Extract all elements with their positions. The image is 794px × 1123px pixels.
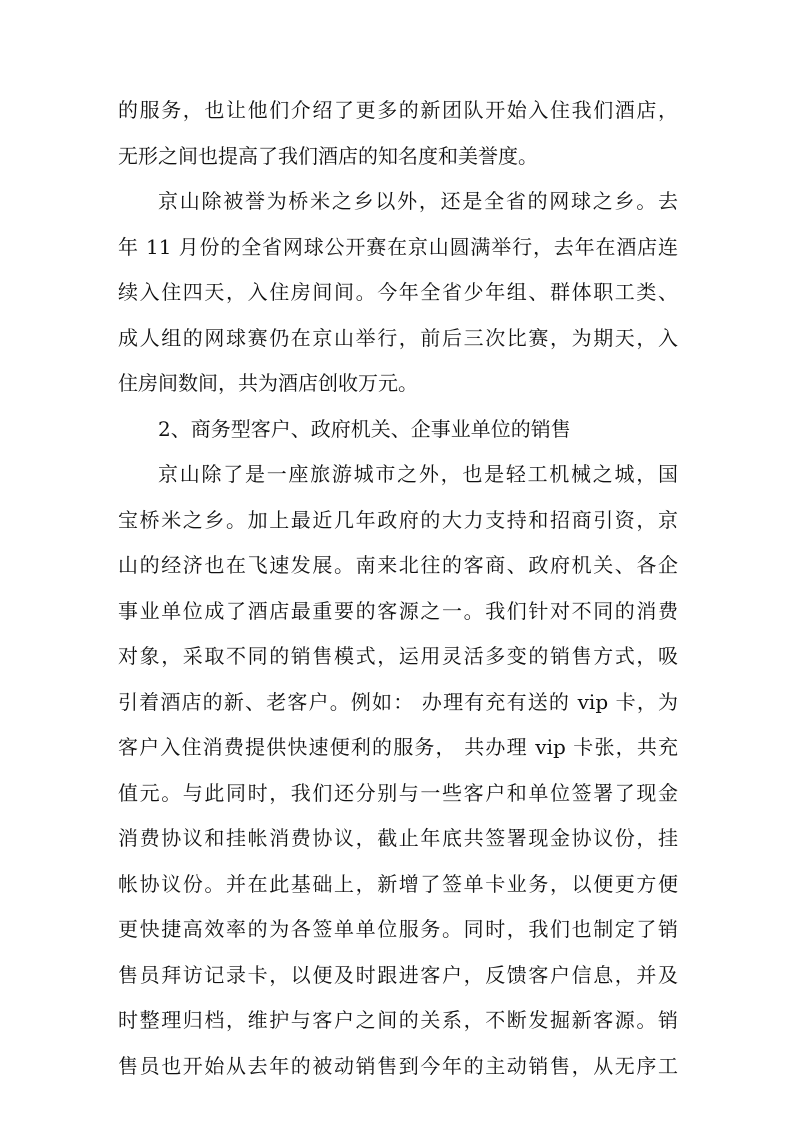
document-page: [118, 88, 678, 1089]
text-line: 售员也开始从去年的被动销售到今年的主动销售，从无序工: [118, 1053, 678, 1078]
text-line: 时整理归档，维护与客户之间的关系，不断发掘新客源。销: [118, 1008, 678, 1032]
text-line: 京山除被誉为桥米之乡以外，还是全省的网球之乡。去: [158, 189, 678, 213]
text-line: 无形之间也提高了我们酒店的知名度和美誉度。: [118, 143, 538, 168]
text-line: 山的经济也在飞速发展。南来北往的客商、政府机关、各企: [118, 553, 678, 577]
text-line: 2、商务型客户、政府机关、企事业单位的销售: [158, 416, 571, 441]
text-line: 更快捷高效率的为各签单单位服务。同时，我们也制定了销: [118, 917, 678, 941]
text-line: 的服务，也让他们介绍了更多的新团队开始入住我们酒店，: [118, 98, 678, 122]
text-line: 引着酒店的新、老客户。例如： 办理有充有送的 vip 卡，为: [118, 689, 678, 714]
text-line: 客户入住消费提供快速便利的服务， 共办理 vip 卡张，共充: [118, 735, 678, 759]
text-line: 对象，采取不同的销售模式，运用灵活多变的销售方式，吸: [118, 644, 678, 668]
text-line: 年 11 月份的全省网球公开赛在京山圆满举行，去年在酒店连: [118, 234, 678, 259]
text-line: 续入住四天，入住房间间。今年全省少年组、群体职工类、: [118, 280, 678, 304]
text-line: 京山除了是一座旅游城市之外，也是轻工机械之城，国: [158, 462, 678, 486]
text-line: 值元。与此同时，我们还分别与一些客户和单位签署了现金: [118, 780, 678, 805]
text-line: 成人组的网球赛仍在京山举行，前后三次比赛，为期天，入: [118, 325, 678, 350]
text-line: 帐协议份。并在此基础上，新增了签单卡业务，以便更方便: [118, 871, 678, 896]
text-line: 宝桥米之乡。加上最近几年政府的大力支持和招商引资，京: [118, 507, 678, 532]
text-line: 消费协议和挂帐消费协议，截止年底共签署现金协议份，挂: [118, 826, 678, 850]
text-line: 事业单位成了酒店最重要的客源之一。我们针对不同的消费: [118, 598, 678, 623]
text-line: 住房间数间，共为酒店创收万元。: [118, 371, 418, 395]
text-line: 售员拜访记录卡，以便及时跟进客户，反馈客户信息，并及: [118, 962, 678, 987]
